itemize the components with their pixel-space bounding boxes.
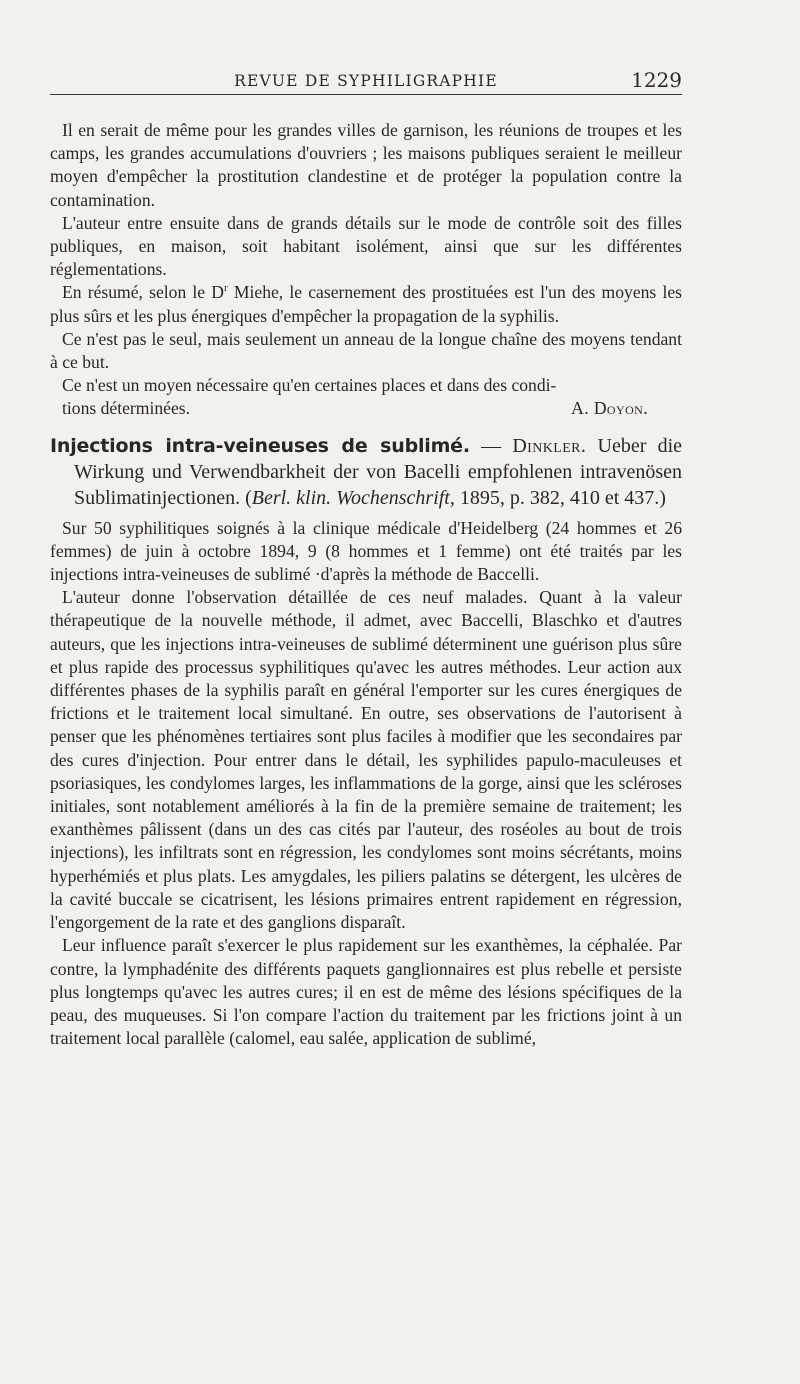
article-heading xyxy=(50,433,682,511)
document-page xyxy=(50,62,682,1050)
paragraph: Leur influence paraît s'exercer le plus rapidement sur les exanthèmes, la céphalée. Par contre, la lymphadénite des différents paquets ganglionnaires est plus rebelle et persiste plus longtemps qu'avec les autres cures; il en est de même des lésions spécifiques de la peau, des muqueuses. Si l'on compare l'action du traitement par les frictions joint à un traitement local parallèle (calomel, eau salée, application de sublimé, xyxy=(50,935,682,1049)
paragraph-text: En résumé, selon le D xyxy=(62,282,224,303)
reference-text: Ueber die Wirkung und Verwendbarkheit der von Bacelli empfohlenen intravenösen Sublimatinjectionen. ( xyxy=(74,434,683,509)
article-author: Dinkler. xyxy=(512,434,587,457)
paragraph-text: Miehe, le casernement des prostituées est l'un des moyens les plus sûrs et les plus énergiques d'empêcher la propagation de la syphilis. xyxy=(50,282,682,326)
running-header xyxy=(50,62,682,95)
paragraph: L'auteur donne l'observation détaillée de ces neuf malades. Quant à la valeur thérapeutique de la nouvelle méthode, il admet, avec Baccelli, Blaschko et d'autres auteurs, que les injections intra-veineuses de sublimé déterminent une guérison plus sûre et plus rapide des processus syphilitiques qu'avec les autres méthodes. Leur action aux différentes phases de la syphilis paraît en général l'emporter sur les cures énergiques de frictions et le traitement local simultané. En outre, ses observations de l'autorisent à penser que les phénomènes tertiaires sont plus faciles à modifier que les secondaires par des cures d'injection. Pour entrer dans le détail, les syphilides papulo-maculeuses et psoriasiques, les condylomes larges, les inflammations de la gorge, ainsi que les scléroses initiales, sont notablement améliorés à la fin de la première semaine de traitement; les exanthèmes pâlissent (dans un des cas cités par l'auteur, des roséoles au bout de trois injections), les infiltrats sont en régression, les condylomes sont moins sécrétants, moins hyperhémiés et plus plats. Les amygdales, les piliers palatins se détergent, les ulcères de la cavité buccale se cicatrisent, les lésions primaires entrent rapidement en régression, l'engorgement de la rate et des ganglions disparaît. xyxy=(50,587,682,933)
article-title: Injections intra-veineuses de sublimé. xyxy=(50,434,470,457)
signature: A. Doyon. xyxy=(571,398,648,419)
journal-title: REVUE DE SYPHILIGRAPHIE xyxy=(234,72,498,90)
paragraph: Sur 50 syphilitiques soignés à la clinique médicale d'Heidelberg (24 hommes et 26 femmes) de juin à octobre 1894, 9 (8 hommes et 1 femme) ont été traités par les injections intra-veineuses de sublimé ·d'après la méthode de Baccelli. xyxy=(50,517,682,585)
body-text xyxy=(50,119,682,1050)
journal-name: Berl. klin. Wochenschrift, xyxy=(251,486,455,509)
paragraph: L'auteur entre ensuite dans de grands détails sur le mode de contrôle soit des filles publiques, en maison, soit habitant isolément, ainsi que sur les différentes réglementations. xyxy=(50,212,682,280)
paragraph-with-signature xyxy=(50,397,682,420)
paragraph: Ce n'est un moyen nécessaire qu'en certaines places et dans des condi- xyxy=(62,375,557,396)
paragraph: Ce n'est pas le seul, mais seulement un anneau de la longue chaîne des moyens tendant à ce but. xyxy=(50,328,682,373)
paragraph-text: tions déterminées. xyxy=(62,398,191,419)
paragraph: Il en serait de même pour les grandes villes de garnison, les réunions de troupes et les camps, les grandes accumulations d'ouvriers ; les maisons publiques seraient le meilleur moyen d'empêcher la prostitution clandestine et de protéger la population contre la contamination. xyxy=(50,120,682,210)
superscript: r xyxy=(224,282,228,295)
paragraph xyxy=(50,281,682,327)
page-number: 1229 xyxy=(631,68,682,92)
reference-text: 1895, p. 382, 410 et 437.) xyxy=(454,486,666,509)
dash: — xyxy=(469,434,513,457)
